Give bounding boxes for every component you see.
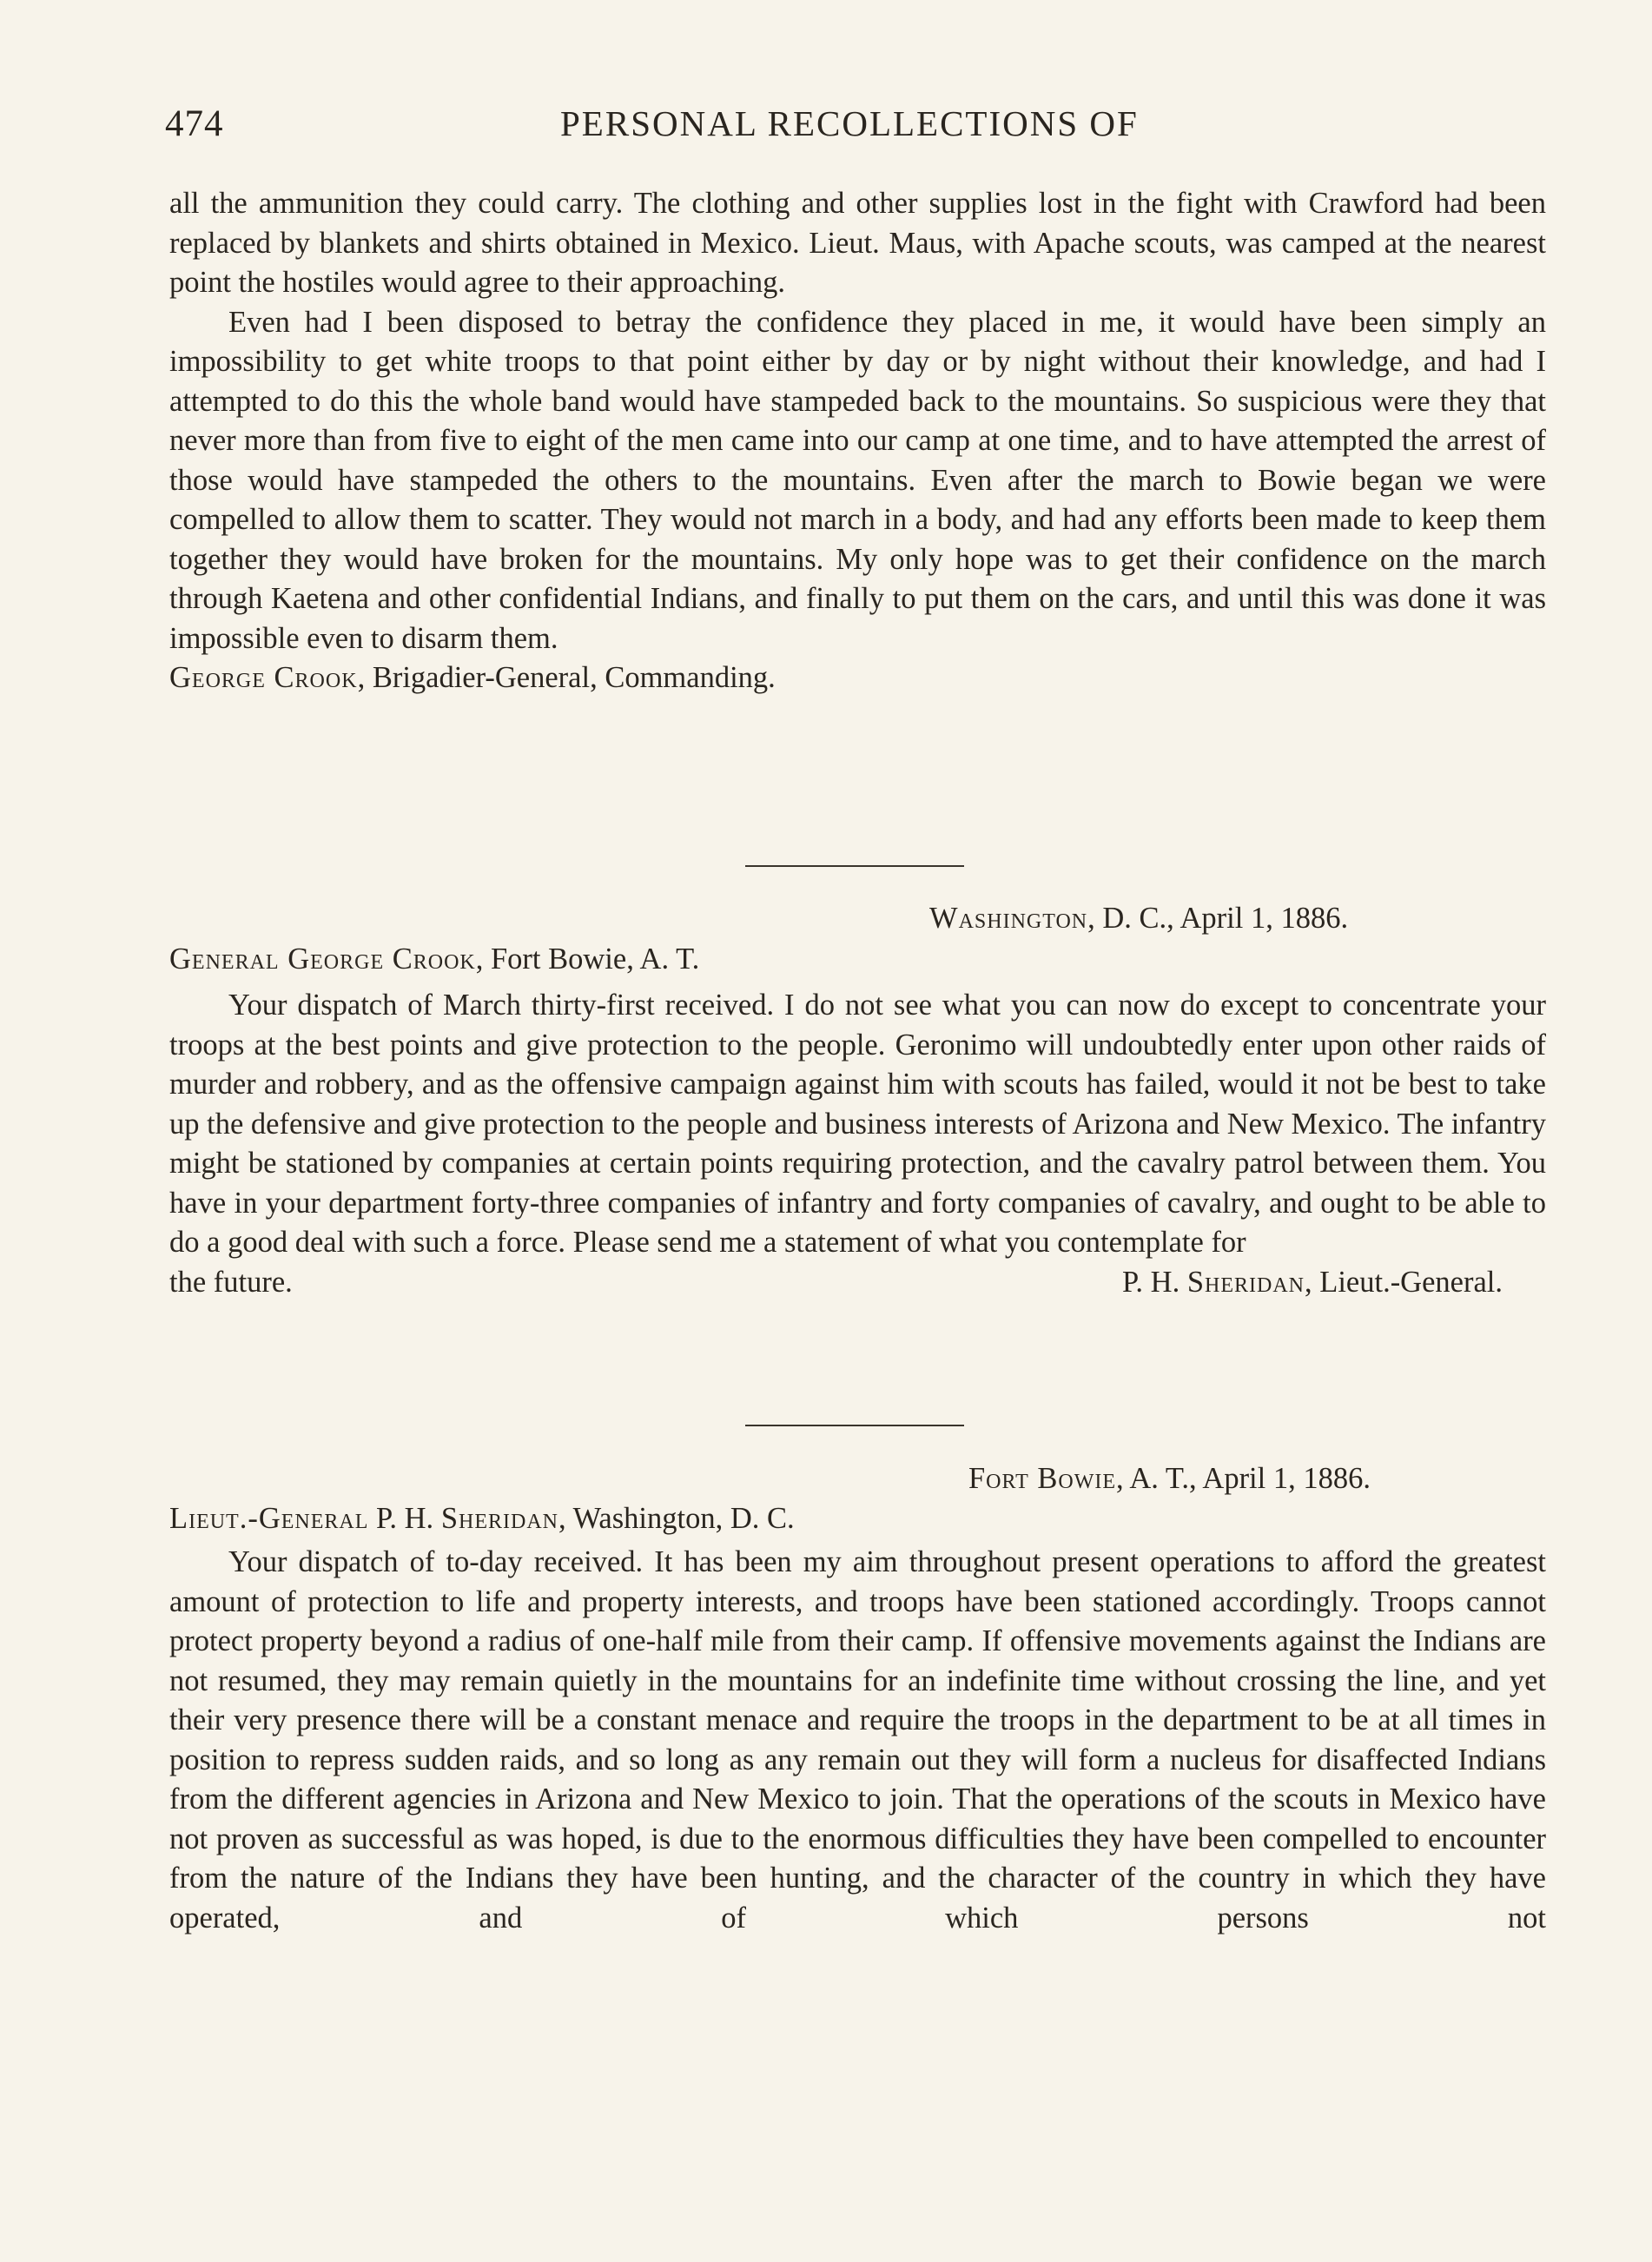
addressee-initials: P. H.	[368, 1502, 441, 1535]
addressee-name: General George Crook	[169, 942, 476, 976]
running-head: PERSONAL RECOLLECTIONS OF	[560, 103, 1139, 143]
dateline-date: , A. T., April 1, 1886.	[1116, 1462, 1371, 1495]
dateline	[929, 902, 1348, 936]
crook-reply-letter	[169, 1543, 1546, 1938]
signature-title: , Brigadier-General, Commanding.	[357, 661, 776, 694]
addressee-line	[169, 942, 699, 976]
paragraph: Your dispatch of to-day received. It has been my aim throughout present operations to afford the greatest amount of protection to life and property interests, and troops have been stationed accordingly. Troops cannot protect property beyond a radius of one-half mile from their camp. If offensive movements against the Indians are not resumed, they may remain quietly in the mountains for an indefinite time without crossing the line, and yet their very presence there will be a constant menace and require the troops in the department to be at all times in position to repress sudden raids, and so long as any remain out they will form a nucleus for disaffected Indians from the different agencies in Arizona and New Mexico to join. That the operations of the scouts in Mexico have not proven as successful as was hoped, is due to the enormous difficulties they have been compelled to encounter from the nature of the Indians they have been hunting, and the character of the country in which they have operated, and of which persons not	[169, 1545, 1546, 1935]
signature	[1122, 1263, 1546, 1303]
addressee-line	[169, 1502, 795, 1536]
dateline	[968, 1462, 1371, 1496]
paragraph: Your dispatch of March thirty-first received. I do not see what you can now do except to concentrate your troops at the best points and give protection to the people. Geronimo will undoubtedly enter upon other raids of murder and robbery, and as the offensive campaign against him with scouts has failed, would it not be best to take up the defensive and give protection to the people and business interests of Arizona and New Mexico. The infantry might be stationed by companies at certain points requiring protection, and the cavalry patrol between them. You have in your department forty-three companies of infantry and forty companies of cavalry, and ought to be able to do a good deal with such a force. Please send me a statement of what you contemplate for	[169, 989, 1546, 1259]
signature-line	[169, 658, 1546, 698]
dateline-place: Fort Bowie	[968, 1462, 1117, 1495]
page-header	[165, 103, 1546, 155]
section-divider	[745, 865, 964, 867]
closing-words: the future.	[169, 1265, 293, 1299]
paragraph: Even had I been disposed to betray the confidence they placed in me, it would have been simply an impossibility to get white troops to that point either by day or by night without their knowledge, and had I attempted to do this the whole band would have stampeded back to the mountains. So suspicious were they that never more than from five to eight of the men came into our camp at one time, and to have attempted the arrest of those would have stampeded the others to the mountains. Even after the march to Bowie began we were compelled to allow them to scatter. They would not march in a body, and had any efforts been made to keep them together they would have broken for the mountains. My only hope was to get their confidence on the march through Kaetena and other confidential Indians, and finally to put them on the cars, and until this was done it was impossible even to disarm them.	[169, 305, 1546, 655]
signature-title: , Lieut.-General.	[1305, 1265, 1503, 1299]
sheridan-letter	[169, 986, 1546, 1302]
addressee-location: , Fort Bowie, A. T.	[475, 942, 700, 976]
section-divider	[745, 1425, 964, 1426]
dateline-place: Washington	[929, 902, 1088, 935]
addressee-location: , Washington, D. C.	[558, 1502, 795, 1535]
signature-initials: P. H.	[1122, 1265, 1187, 1299]
addressee-name: Sheridan	[440, 1502, 558, 1535]
page-number: 474	[165, 103, 224, 144]
dateline-date: , D. C., April 1, 1886.	[1087, 902, 1349, 935]
closing-line	[169, 1263, 1546, 1303]
signature-name: Sheridan	[1186, 1265, 1305, 1299]
addressee-title: Lieut.-General	[169, 1502, 369, 1535]
signature-name: George Crook	[169, 661, 358, 694]
crook-letter-continuation	[169, 184, 1546, 698]
paragraph: all the ammunition they could carry. The clothing and other supplies lost in the fight with Crawford had been replaced by blankets and shirts obtained in Mexico. Lieut. Maus, with Apache scouts, was camped at the nearest point the hostiles would agree to their approaching.	[169, 187, 1546, 299]
